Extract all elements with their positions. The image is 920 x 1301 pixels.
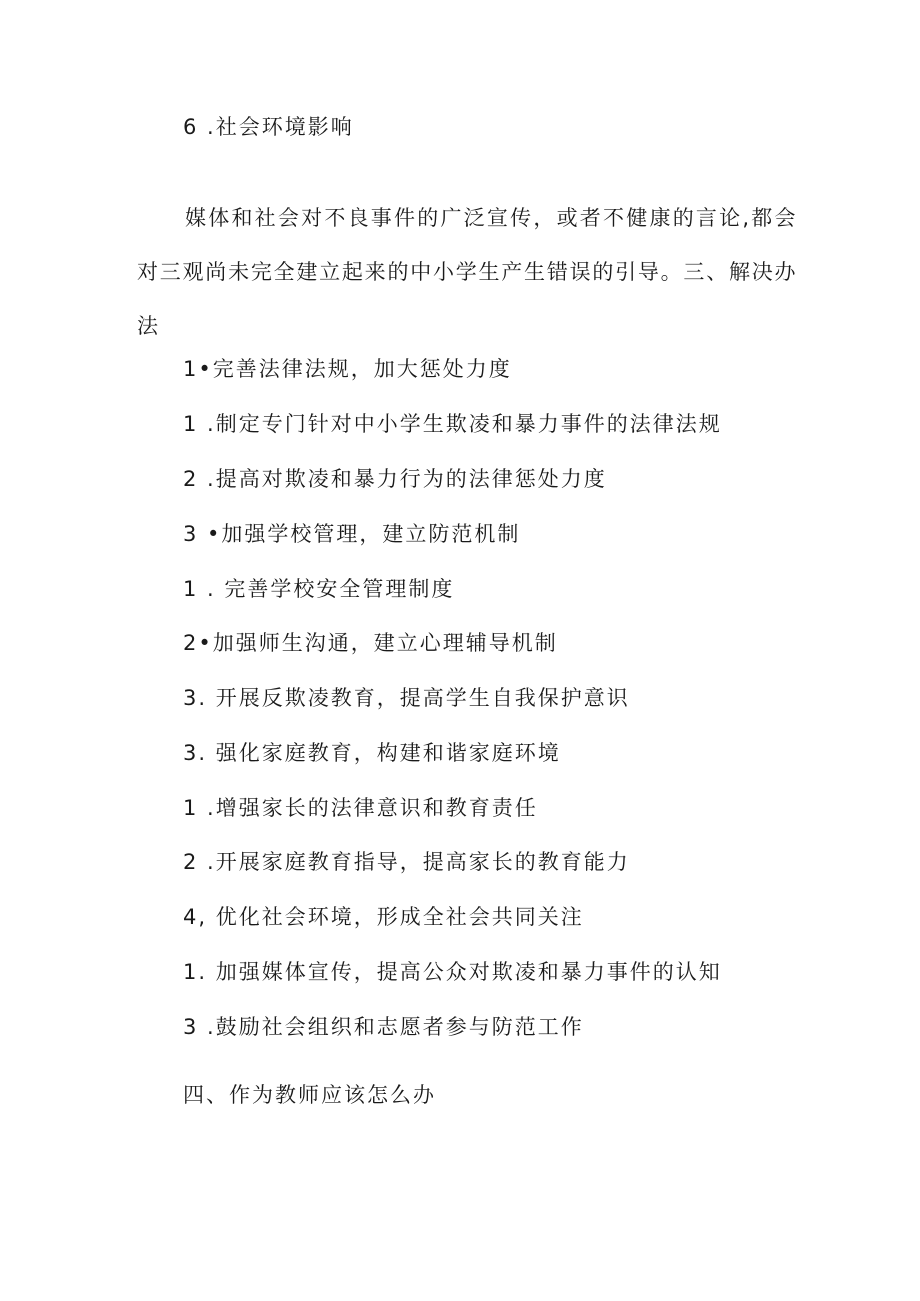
paragraph-media-influence: 媒体和社会对不良事件的广泛宣传，或者不健康的言论,都会对三观尚未完全建立起来的中小学生产生错误的引导。三、解决办法 <box>137 206 797 338</box>
list-item: 1 .制定专门针对中小学生欺凌和暴力事件的法律法规 <box>183 412 722 436</box>
list-item: 2 .开展家庭教育指导，提高家长的教育能力 <box>183 850 630 874</box>
list-item: 3. 开展反欺凌教育，提高学生自我保护意识 <box>183 686 630 710</box>
section-heading-teacher: 四、作为教师应该怎么办 <box>183 1083 436 1107</box>
list-item: 1 .增强家长的法律意识和教育责任 <box>183 796 538 820</box>
list-item: 3. 强化家庭教育，构建和谐家庭环境 <box>183 741 561 765</box>
list-item: 1•完善法律法规，加大惩处力度 <box>183 357 512 381</box>
heading-social-environment: 6 .社会环境影响 <box>183 115 354 139</box>
list-item: 2•加强师生沟通，建立心理辅导机制 <box>183 631 558 655</box>
list-item: 3 .鼓励社会组织和志愿者参与防范工作 <box>183 1015 584 1039</box>
list-item: 3 •加强学校管理，建立防范机制 <box>183 522 521 546</box>
list-item: 1 . 完善学校安全管理制度 <box>183 577 455 601</box>
list-item: 4, 优化社会环境，形成全社会共同关注 <box>183 905 584 929</box>
list-item: 1. 加强媒体宣传，提高公众对欺凌和暴力事件的认知 <box>183 960 722 984</box>
list-item: 2 .提高对欺凌和暴力行为的法律惩处力度 <box>183 467 607 491</box>
